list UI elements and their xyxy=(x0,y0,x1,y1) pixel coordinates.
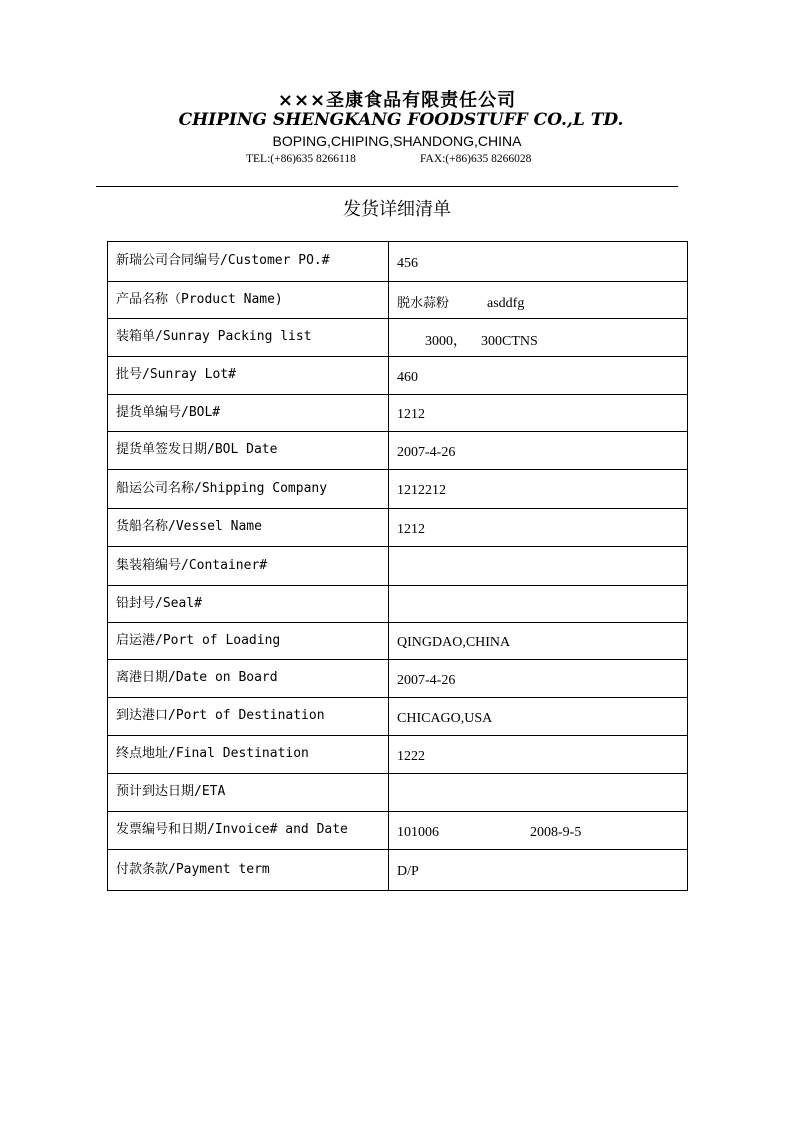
row-value xyxy=(389,547,688,586)
fax-number: FAX:(+86)635 8266028 xyxy=(420,153,532,165)
payment-term-value: D/P xyxy=(397,864,419,879)
row-label xyxy=(108,319,389,357)
date-on-board-value: 2007-4-26 xyxy=(397,672,456,688)
row-value xyxy=(389,660,688,698)
table-row xyxy=(108,547,688,586)
packing-list-label: 装箱单/Sunray Packing list xyxy=(116,329,312,344)
table-row xyxy=(108,736,688,774)
row-value xyxy=(389,736,688,774)
row-value xyxy=(389,623,688,660)
document-title: 发货详细清单 xyxy=(343,199,451,220)
table-row xyxy=(108,432,688,470)
row-label xyxy=(108,736,389,774)
header-divider xyxy=(96,186,678,187)
shipping-details-table xyxy=(107,241,688,891)
row-value xyxy=(389,357,688,395)
row-label xyxy=(108,850,389,891)
row-value xyxy=(389,432,688,470)
lot-number-value: 460 xyxy=(397,369,418,385)
vessel-name-value: 1212 xyxy=(397,521,425,537)
row-value xyxy=(389,850,688,891)
port-of-loading-label: 启运港/Port of Loading xyxy=(116,632,281,648)
invoice-date-value: 2008-9-5 xyxy=(530,824,582,840)
row-value xyxy=(389,774,688,812)
shipping-company-label: 船运公司名称/Shipping Company xyxy=(116,480,328,496)
row-label xyxy=(108,774,389,812)
row-label xyxy=(108,470,389,509)
invoice-label: 发票编号和日期/Invoice# and Date xyxy=(116,822,348,837)
port-of-loading-value: QINGDAO,CHINA xyxy=(397,635,511,650)
row-value xyxy=(389,319,688,357)
row-label xyxy=(108,357,389,395)
table-row xyxy=(108,395,688,432)
row-label xyxy=(108,698,389,736)
vessel-name-label: 货船名称/Vessel Name xyxy=(116,519,262,534)
row-value xyxy=(389,282,688,319)
invoice-number-value: 101006 xyxy=(397,824,439,840)
company-name-chinese: ×××圣康食品有限责任公司 xyxy=(277,90,517,111)
packing-list-cartons: 300CTNS xyxy=(481,333,538,349)
product-name-label: 产品名称（Product Name) xyxy=(116,291,283,307)
row-value xyxy=(389,470,688,509)
bol-date-value: 2007-4-26 xyxy=(397,444,456,460)
table-row xyxy=(108,660,688,698)
table-row xyxy=(108,812,688,850)
row-label xyxy=(108,660,389,698)
row-value xyxy=(389,509,688,547)
product-name-value: 脱水蒜粉 xyxy=(397,296,450,311)
container-number-label: 集装箱编号/Container# xyxy=(116,557,268,573)
eta-label: 预计到达日期/ETA xyxy=(116,784,226,799)
row-label xyxy=(108,282,389,319)
table-row xyxy=(108,282,688,319)
row-label xyxy=(108,586,389,623)
row-value xyxy=(389,812,688,850)
company-address: BOPING,CHIPING,SHANDONG,CHINA xyxy=(272,133,522,149)
row-label xyxy=(108,395,389,432)
row-value xyxy=(389,395,688,432)
row-label xyxy=(108,812,389,850)
port-of-destination-value: CHICAGO,USA xyxy=(397,710,493,726)
row-label xyxy=(108,242,389,282)
company-name-english: CHIPING SHENGKANG FOODSTUFF CO.,L TD. xyxy=(178,110,624,130)
seal-number-label: 铅封号/Seal# xyxy=(116,595,202,611)
table-row xyxy=(108,850,688,891)
contact-line xyxy=(246,153,576,165)
bol-number-label: 提货单编号/BOL# xyxy=(116,404,221,420)
final-destination-value: 1222 xyxy=(397,748,425,764)
table-row xyxy=(108,698,688,736)
bol-date-label: 提货单签发日期/BOL Date xyxy=(116,442,278,457)
payment-term-label: 付款条款/Payment term xyxy=(116,861,270,877)
table-row xyxy=(108,774,688,812)
lot-number-label: 批号/Sunray Lot# xyxy=(116,367,236,382)
port-of-destination-label: 到达港口/Port of Destination xyxy=(116,708,325,723)
date-on-board-label: 离港日期/Date on Board xyxy=(116,670,278,685)
table-row xyxy=(108,623,688,660)
telephone-number: TEL:(+86)635 8266118 xyxy=(246,153,356,165)
row-label xyxy=(108,547,389,586)
table-row xyxy=(108,470,688,509)
row-value xyxy=(389,698,688,736)
shipping-company-value: 1212212 xyxy=(397,483,446,498)
row-value xyxy=(389,242,688,282)
row-value xyxy=(389,586,688,623)
packing-list-quantity: 3000， xyxy=(425,333,467,349)
row-label xyxy=(108,623,389,660)
row-label xyxy=(108,432,389,470)
customer-po-label: 新瑞公司合同编号/Customer PO.# xyxy=(116,253,330,268)
row-label xyxy=(108,509,389,547)
table-row xyxy=(108,357,688,395)
table-row xyxy=(108,319,688,357)
table-row xyxy=(108,509,688,547)
table-row xyxy=(108,242,688,282)
final-destination-label: 终点地址/Final Destination xyxy=(116,746,309,761)
customer-po-value: 456 xyxy=(397,255,418,271)
product-name-code: asddfg xyxy=(487,296,525,311)
bol-number-value: 1212 xyxy=(397,407,425,422)
table-row xyxy=(108,586,688,623)
